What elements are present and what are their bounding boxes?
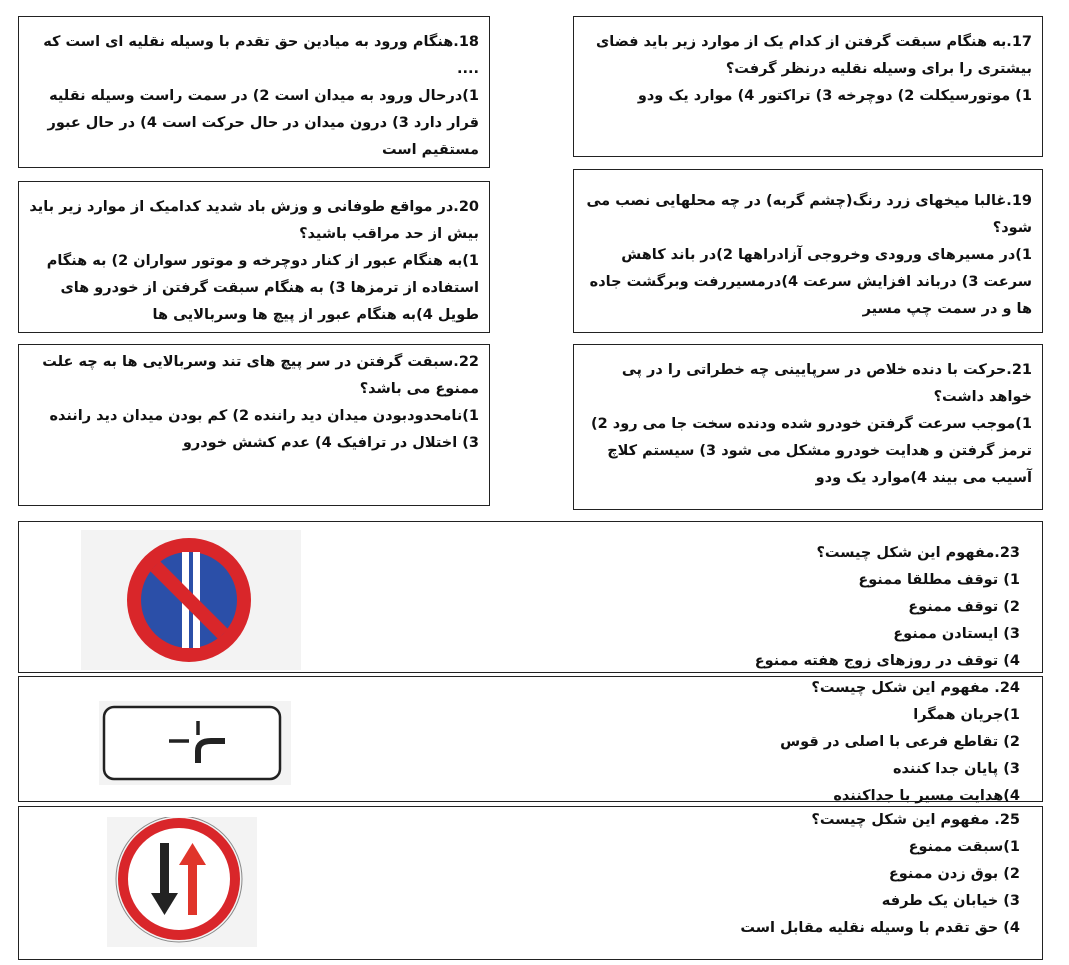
question-25-box (18, 806, 1043, 960)
question-23-option-1: 1) توقف مطلقا ممنوع (858, 572, 1020, 588)
question-21-title: 21.حرکت با دنده خلاص در سرپایینی چه خطراتی را در پی خواهد داشت؟ (621, 362, 1032, 405)
question-23-option-3: 3) ایستادن ممنوع (893, 626, 1020, 642)
question-24-option-3: 3) پایان جدا کننده (892, 761, 1020, 777)
question-19-box (573, 169, 1043, 333)
question-21-box (573, 344, 1043, 510)
question-19-title: 19.غالبا میخهای زرد رنگ(چشم گربه) در چه محلهایی نصب می شود؟ (586, 193, 1032, 236)
question-21-options: 1)موجب سرعت گرفتن خودرو شده ودنده سخت جا می رود 2) ترمز گرفتن و هدایت خودرو مشکل می شود 3) سیستم کلاچ آسیب می بیند 4)موارد یک ودو (590, 416, 1032, 486)
question-20-title: 20.در مواقع طوفانی و وزش باد شدید کدامیک از موارد زیر باید بیش از حد مراقب باشید؟ (29, 199, 479, 242)
question-17-title: 17.به هنگام سبقت گرفتن از کدام یک از موارد زیر باید فضای بیشتری را برای وسیله نقلیه درنظر گرفت؟ (595, 34, 1032, 77)
question-18-box (18, 16, 490, 168)
question-19-options: 1)در مسیرهای ورودی وخروجی آزادراهها 2)در باند کاهش سرعت 3) درباند افزایش سرعت 4)درمسیررفت وبرگشت جاده ها و در سمت چپ مسیر (589, 247, 1032, 317)
question-20-options: 1)به هنگام عبور از کنار دوچرخه و موتور سواران 2) به هنگام استفاده از ترمزها 3) به هنگام سبقت گرفتن از خودرو های طویل 4)به هنگام عبور از پیچ ها وسربالایی ها (46, 253, 479, 323)
question-23-option-4: 4) توقف در روزهای زوج هفته ممنوع (754, 653, 1020, 669)
question-22-title: 22.سبقت گرفتن در سر پیچ های تند وسربالایی ها به چه علت ممنوع می باشد؟ (42, 354, 479, 397)
question-18-options: 1)درحال ورود به میدان است 2) در سمت راست وسیله نقلیه قرار دارد 3) درون میدان در حال حرکت است 4) در حال عبور مستقیم است (47, 88, 479, 158)
question-25-option-3: 3) خیابان یک طرفه (881, 893, 1020, 909)
side-road-junction-sign-icon (99, 701, 291, 785)
question-24-option-1: 1)جریان همگرا (913, 707, 1020, 723)
no-stopping-even-days-sign-icon (81, 530, 301, 670)
question-20-box (18, 181, 490, 333)
question-22-options: 1)نامحدودبودن میدان دید راننده 2) کم بودن میدان دید راننده 3) اختلال در ترافیک 4) عدم کشش خودرو (49, 408, 479, 451)
question-25-option-4: 4) حق تقدم با وسیله نقلیه مقابل است (740, 920, 1020, 936)
question-23-box (18, 521, 1043, 673)
question-22-box (18, 344, 490, 506)
question-25-option-2: 2) بوق زدن ممنوع (888, 866, 1020, 882)
question-23-option-2: 2) توقف ممنوع (908, 599, 1020, 615)
question-23-title: 23.مفهوم این شکل چیست؟ (816, 545, 1020, 561)
question-17-box (573, 16, 1043, 157)
question-24-option-2: 2) تقاطع فرعی با اصلی در قوس (780, 734, 1020, 750)
question-25-title: 25. مفهوم این شکل چیست؟ (811, 812, 1020, 828)
question-24-box (18, 676, 1043, 802)
question-25-option-1: 1)سبقت ممنوع (908, 839, 1020, 855)
priority-to-oncoming-sign-icon (107, 817, 257, 947)
question-24-option-4: 4)هدایت مسیر با جداکننده (833, 788, 1020, 804)
question-17-options: 1) موتورسیکلت 2) دوچرخه 3) تراکتور 4) موارد یک ودو (637, 88, 1032, 104)
question-24-title: 24. مفهوم این شکل چیست؟ (811, 680, 1020, 696)
question-18-title: 18.هنگام ورود به میادین حق تقدم با وسیله نقلیه ای است که .... (43, 34, 479, 77)
